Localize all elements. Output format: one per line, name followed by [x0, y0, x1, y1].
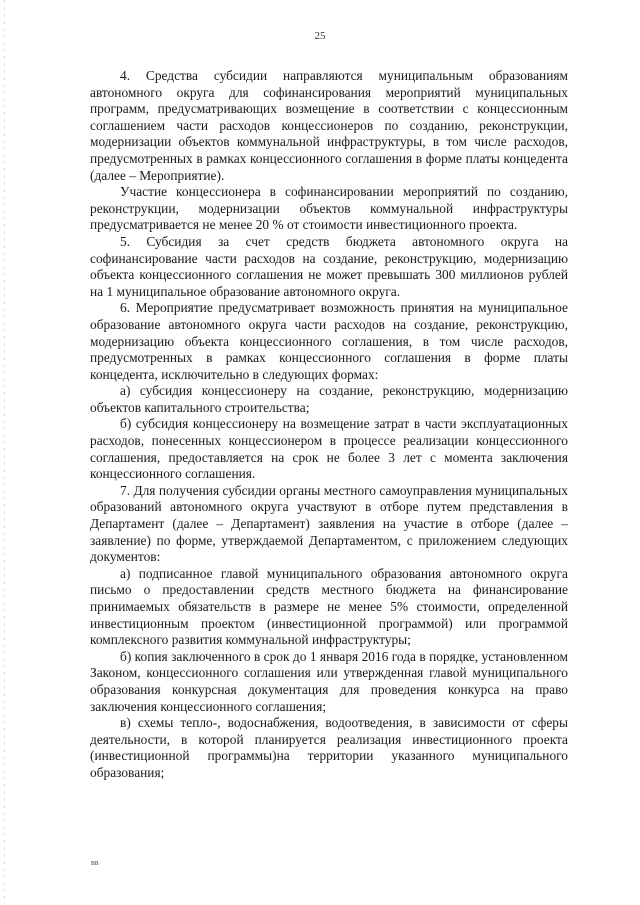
- paragraph-4-intro: 4. Средства субсидии направляются муниципальным образованиям автономного округа для софинансирования мероприятий муниципальных программ, предусматривающих возмещение в соответствии с концессионным соглашением части расходов концессионеров по созданию, реконструкции, модернизации объектов коммунальной инфраструктуры, в том числе расходов, предусмотренных в рамках концессионного соглашения в форме платы концедента (далее – Мероприятие).: [90, 68, 568, 183]
- scan-edge-artifact: [4, 0, 5, 905]
- paragraph-7-item-v: в) схемы тепло-, водоснабжения, водоотведения, в зависимости от сферы деятельности, в которой планируется реализация инвестиционного проекта (инвестиционной программы)на территории указанного муниципального образования;: [90, 715, 568, 780]
- paragraph-5: 5. Субсидия за счет средств бюджета автономного округа на софинансирование части расходов на создание, реконструкцию, модернизацию объекта концессионного соглашения не может превышать 300 миллионов рублей на 1 муниципальное образование автономного округа.: [90, 233, 568, 299]
- paragraph-7-item-a: а) подписанное главой муниципального образования автономного округа письмо о предоставлении средств местного бюджета на финансирование принимаемых обязательств в размере не менее 5% стоимости, определенной инвестиционным проектом (инвестиционной программой) или программой комплексного развития коммунальной инфраструктуры;: [90, 565, 568, 648]
- paragraph-7-item-b: б) копия заключенного в срок до 1 января 2016 года в порядке, установленном Законом, концессионного соглашения или утвержденная главой муниципального образования конкурсная документация для проведения конкурса на право заключения концессионного соглашения;: [90, 648, 568, 714]
- footer-mark: вв: [91, 858, 99, 867]
- paragraph-6: 6. Мероприятие предусматривает возможность принятия на муниципальное образование автономного округа части расходов на создание, реконструкцию, модернизацию объекта концессионного соглашения, в том числе расходов, предусмотренных в рамках концессионного соглашения в форме платы концедента, исключительно в следующих формах:: [90, 300, 568, 382]
- paragraph-participation: Участие концессионера в софинансировании мероприятий по созданию, реконструкции, модернизации объектов коммунальной инфраструктуры предусматривается не менее 20 % от стоимости инвестиционного проекта.: [90, 184, 568, 233]
- paragraph-6-item-a: а) субсидия концессионеру на создание, реконструкцию, модернизацию объектов капитального строительства;: [90, 383, 568, 415]
- document-body: [90, 68, 568, 782]
- paragraph-7: 7. Для получения субсидии органы местного самоуправления муниципальных образований автономного округа участвуют в отборе путем представления в Департамент (далее – Департамент) заявления на участие в отборе (далее – заявление) по форме, утверждаемой Департаментом, с приложением следующих документов:: [90, 482, 568, 565]
- page-number: 25: [314, 30, 326, 42]
- paragraph-6-item-b: б) субсидия концессионеру на возмещение затрат в части эксплуатационных расходов, понесенных концессионером в процессе реализации концессионного соглашения, предоставляется на срок не более 3 лет с момента заключения концессионного соглашения.: [90, 416, 568, 482]
